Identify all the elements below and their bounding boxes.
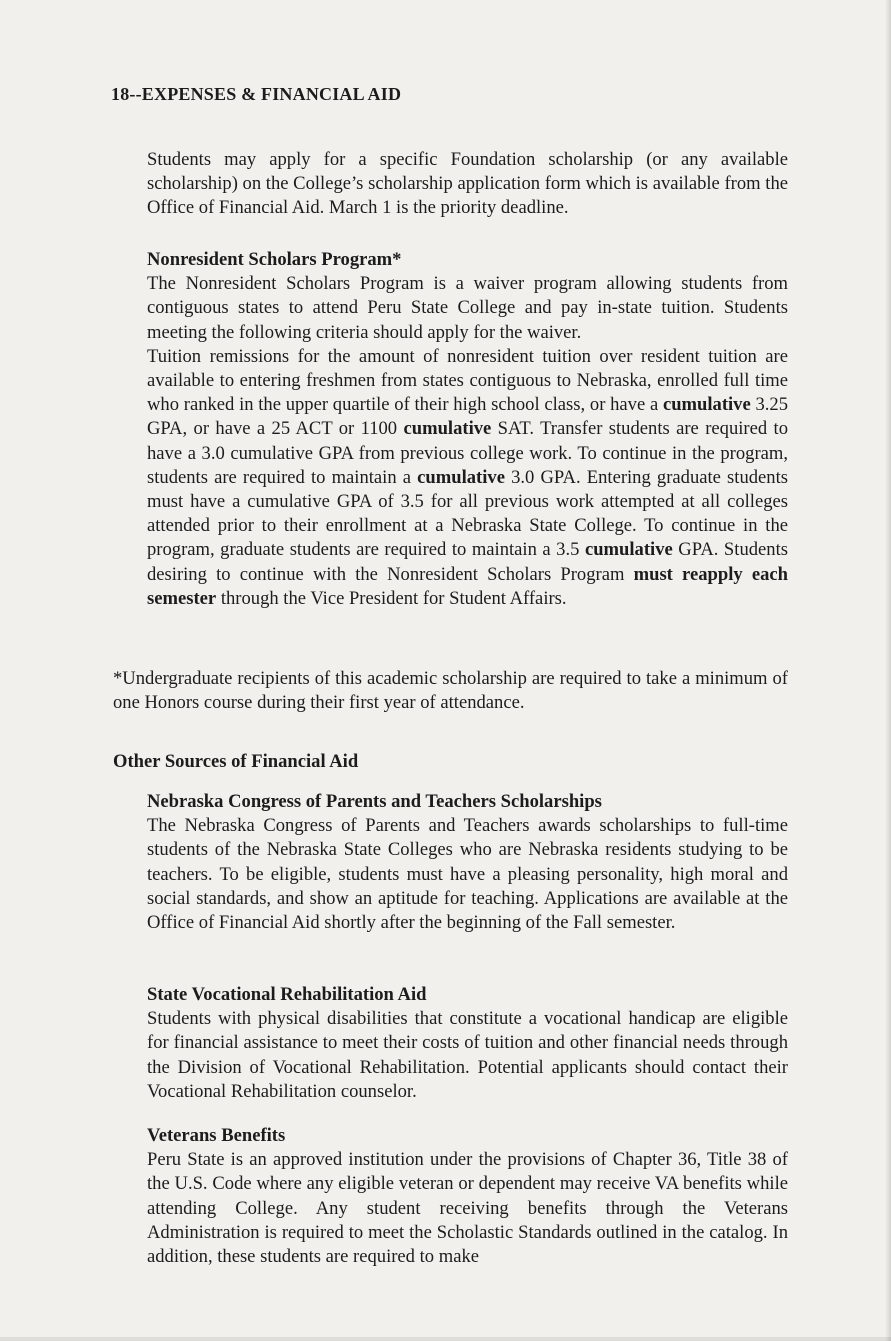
other-sources-heading-block [113,750,788,774]
emphasis-cumulative: cumulative [662,394,751,416]
ncpt-section [147,790,788,935]
veterans-heading: Veterans Benefits [147,1125,286,1146]
nonresident-heading: Nonresident Scholars Program* [147,249,402,270]
footnote: *Undergraduate recipients of this academic scholarship are required to take a minimum of one Honors course during their first year of attendance. [113,668,788,714]
rehab-section [147,983,788,1104]
veterans-paragraph: Peru State is an approved institution under the provisions of Chapter 36, Title 38 of the U.S. Code where any eligible veteran or dependent may receive VA benefits while attending College. Any student receiving benefits through the Veterans Administration is required to meet the Scholastic Standards outlined in the catalog. In addition, these students are required to make [147,1149,788,1268]
running-head: 18--EXPENSES & FINANCIAL AID [111,84,402,104]
emphasis-cumulative: cumulative [584,539,673,561]
page-bottom-shadow [0,1337,891,1341]
intro-paragraph-block [147,148,788,221]
rehab-paragraph: Students with physical disabilities that constitute a vocational handicap are eligible for financial assistance to meet their costs of tuition and other financial needs through the Division of Vocational Rehabilitation. Potential applicants should contact their Vocational Rehabilitation counselor. [147,1008,788,1102]
other-sources-heading: Other Sources of Financial Aid [113,751,359,772]
intro-paragraph: Students may apply for a specific Foundation scholarship (or any available scholarship) on the College’s scholarship application form which is available from the Office of Financial Aid. March 1 is the priority deadline. [147,149,788,219]
emphasis-reapply: must reapply each semester [147,563,788,609]
veterans-section [147,1124,788,1269]
emphasis-cumulative: cumulative [403,418,492,440]
emphasis-cumulative: cumulative [417,466,505,488]
nonresident-paragraph-1: The Nonresident Scholars Program is a waiver program allowing students from contiguous states to attend Peru State College and pay in-state tuition. Students meeting the following criteria should apply for the waiver. [147,273,788,343]
page-edge-shadow [885,0,891,1341]
ncpt-heading: Nebraska Congress of Parents and Teachers Scholarships [147,791,602,812]
footnote-block [113,667,788,715]
nonresident-section [147,248,788,611]
nonresident-paragraph-2: Tuition remissions for the amount of nonresident tuition over resident tuition are available to entering freshmen from states contiguous to Nebraska, enrolled full time who ranked in the upper quartile of their high school class, or have a cumulative 3.25 GPA, or have a 25 ACT or 1100 cumulative SAT. Transfer students are required to have a 3.0 cumulative GPA from previous college work. To continue in the program, students are required to maintain a cumulative 3.0 GPA. Entering graduate students must have a cumulative GPA of 3.5 for all previous work attempted at all colleges attended prior to their enrollment at a Nebraska State College. To continue in the program, graduate students are required to maintain a 3.5 cumulative GPA. Students desiring to continue with the Nonresident Scholars Program must reapply each semester through the Vice President for Student Affairs. [147,345,789,609]
ncpt-paragraph: The Nebraska Congress of Parents and Teachers awards scholarships to full-time students of the Nebraska State Colleges who are Nebraska residents studying to be teachers. To be eligible, students must have a pleasing personality, high moral and social standards, and show an aptitude for teaching. Applications are available at the Office of Financial Aid shortly after the beginning of the Fall semester. [147,815,788,934]
rehab-heading: State Vocational Rehabilitation Aid [147,984,427,1005]
